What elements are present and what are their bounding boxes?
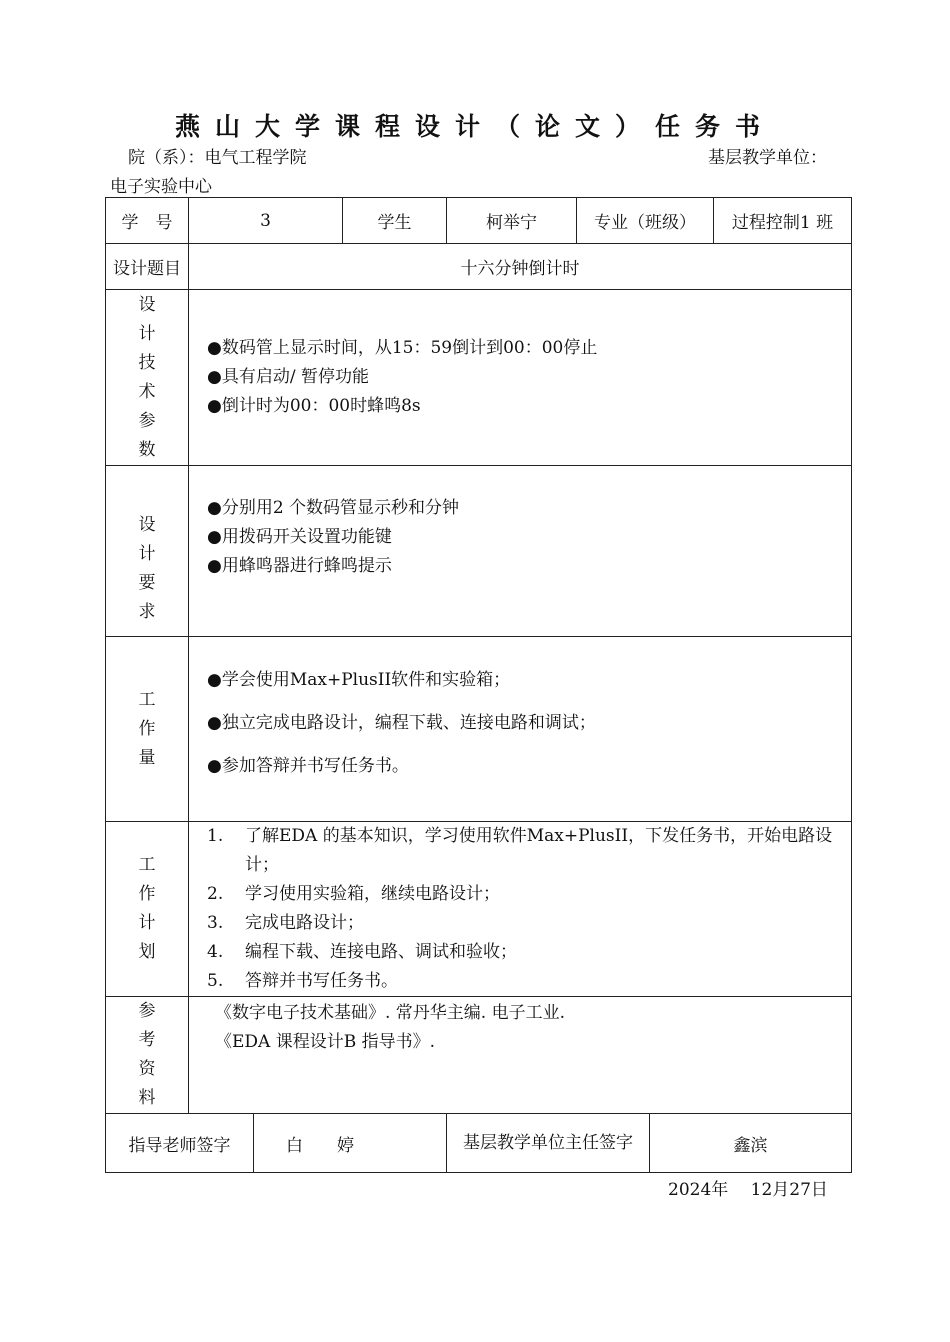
topic-label: 设计题目 bbox=[106, 244, 189, 290]
tech-params-label: 设 计 技 术 参 数 bbox=[106, 290, 189, 466]
list-item: 《数字电子技术基础》. 常丹华主编. 电子工业. bbox=[215, 1003, 566, 1023]
signature-row bbox=[106, 1114, 852, 1173]
list-item: ●数码管上显示时间，从15：59倒计到00：00停止 bbox=[207, 338, 598, 358]
references-row bbox=[106, 997, 852, 1114]
unit-label: 基层教学单位： bbox=[708, 148, 827, 168]
topic-row bbox=[106, 244, 852, 290]
topic-value: 十六分钟倒计时 bbox=[189, 244, 852, 290]
info-row bbox=[106, 198, 852, 244]
list-item: ●用拨码开关设置功能键 bbox=[207, 526, 392, 547]
task-form-table bbox=[105, 197, 852, 1173]
teacher-signature-value: 白 婷 bbox=[254, 1114, 447, 1173]
student-label: 学生 bbox=[343, 198, 447, 244]
list-item: ●具有启动/ 暂停功能 bbox=[207, 367, 369, 387]
list-item: ●分别用2 个数码管显示秒和分钟 bbox=[207, 497, 460, 518]
requirements-content bbox=[189, 466, 852, 637]
list-item: ●学会使用Max+PlusII软件和实验箱； bbox=[207, 669, 511, 690]
teacher-signature-label: 指导老师签字 bbox=[106, 1114, 254, 1173]
list-item: 《EDA 课程设计B 指导书》. bbox=[215, 1032, 436, 1052]
major-label: 专业（班级） bbox=[577, 198, 714, 244]
student-id-label: 学 号 bbox=[106, 198, 189, 244]
student-name: 柯举宁 bbox=[447, 198, 577, 244]
unit-value: 电子实验中心 bbox=[110, 177, 212, 197]
list-item: 3. 完成电路设计； bbox=[207, 913, 364, 933]
college-field: 院（系）：电气工程学院 bbox=[128, 148, 307, 168]
workload-row bbox=[106, 637, 852, 822]
list-item: 2. 学习使用实验箱，继续电路设计； bbox=[207, 884, 500, 904]
plan-content bbox=[189, 822, 852, 997]
list-item: 1. 了解EDA 的基本知识，学习使用软件Max+PlusII，下发任务书，开始电路设计； bbox=[207, 826, 833, 875]
page-title: 燕山大学课程设计（论文）任务书 bbox=[174, 112, 775, 141]
list-item: 5. 答辩并书写任务书。 bbox=[207, 971, 398, 991]
date: 2024年 12月27日 bbox=[668, 1180, 828, 1200]
director-signature-value: 鑫滨 bbox=[650, 1114, 852, 1173]
list-item: ●倒计时为00：00时蜂鸣8s bbox=[207, 396, 421, 416]
plan-row bbox=[106, 822, 852, 997]
list-item: 4. 编程下载、连接电路、调试和验收； bbox=[207, 942, 517, 962]
plan-label: 工 作 计 划 bbox=[106, 822, 189, 997]
references-content bbox=[189, 997, 852, 1114]
director-signature-label: 基层教学单位主任签字 bbox=[447, 1114, 650, 1173]
workload-content bbox=[189, 637, 852, 822]
major-value: 过程控制1 班 bbox=[714, 198, 852, 244]
list-item: ●用蜂鸣器进行蜂鸣提示 bbox=[207, 555, 392, 576]
student-id-value: 3 bbox=[189, 198, 343, 244]
requirements-row bbox=[106, 466, 852, 637]
tech-params-row bbox=[106, 290, 852, 466]
references-label: 参 考 资 料 bbox=[106, 997, 189, 1114]
workload-label: 工 作 量 bbox=[106, 637, 189, 822]
requirements-label: 设 计 要 求 bbox=[106, 466, 189, 637]
list-item: ●参加答辩并书写任务书。 bbox=[207, 755, 409, 776]
tech-params-content bbox=[189, 290, 852, 466]
list-item: ●独立完成电路设计，编程下载、连接电路和调试； bbox=[207, 712, 596, 733]
